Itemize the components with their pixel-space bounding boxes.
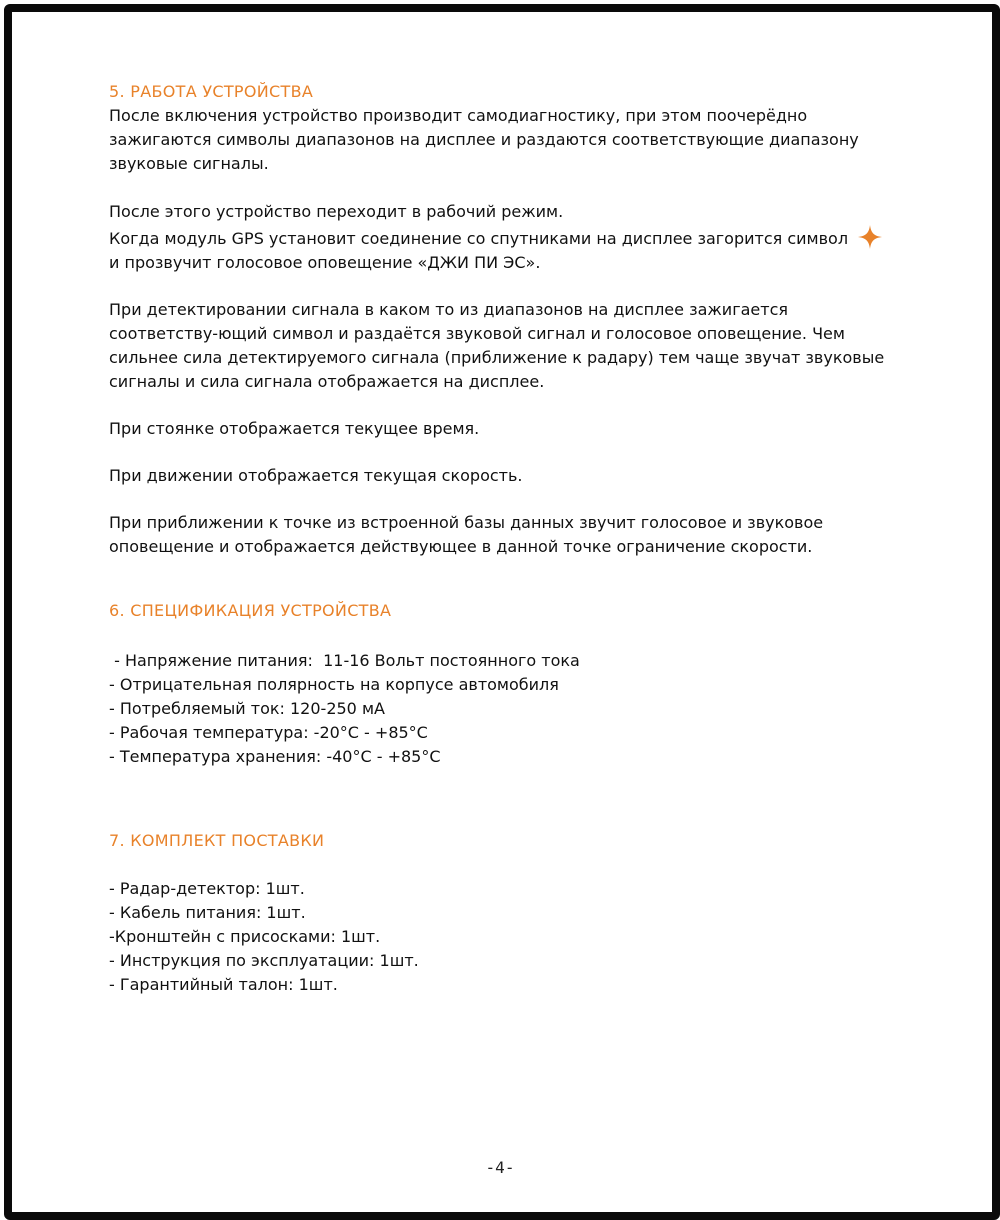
section-7-heading: 7. КОМПЛЕКТ ПОСТАВКИ: [109, 831, 325, 850]
spec-item-voltage: - Напряжение питания: 11-16 Вольт постоянного тока: [109, 651, 580, 670]
section-6-heading: 6. СПЕЦИФИКАЦИЯ УСТРОЙСТВА: [109, 601, 392, 620]
section-5-paragraph-detection: При детектировании сигнала в каком то из диапазонов на дисплее зажигается соответству-ющий символ и раздаётся звуковой сигнал и голосовое оповещение. Чем сильнее сила детектируемого сигнала (приближение к радару) тем чаще звучат звуковые сигналы и сила сигнала отображается на дисплее.: [109, 300, 885, 391]
section-5-paragraph-1: После включения устройство производит самодиагностику, при этом поочерёдно зажигаются символы диапазонов на дисплее и раздаются соответствующие диапазону звуковые сигналы.: [109, 106, 859, 173]
section-5-heading: 5. РАБОТА УСТРОЙСТВА: [109, 82, 314, 101]
section-5-paragraph-2: После этого устройство переходит в рабочий режим.: [109, 202, 564, 221]
spec-item-polarity: - Отрицательная полярность на корпусе автомобиля: [109, 675, 559, 694]
section-5-paragraph-parking: При стоянке отображается текущее время.: [109, 419, 480, 438]
spec-item-operating-temp: - Рабочая температура: -20°С - +85°С: [109, 723, 428, 742]
package-item-manual: - Инструкция по эксплуатации: 1шт.: [109, 951, 419, 970]
page-number: -4-: [485, 1158, 515, 1177]
spec-item-storage-temp: - Температура хранения: -40°С - +85°С: [109, 747, 441, 766]
spec-list: [109, 649, 899, 769]
package-item-bracket: -Кронштейн с присосками: 1шт.: [109, 927, 381, 946]
package-item-detector: - Радар-детектор: 1шт.: [109, 879, 305, 898]
section-5-gps-announcement: и прозвучит голосовое оповещение «ДЖИ ПИ ЭС».: [109, 253, 541, 272]
package-item-warranty: - Гарантийный талон: 1шт.: [109, 975, 338, 994]
section-5-gps-text: Когда модуль GPS установит соединение со спутниками на дисплее загорится символ: [109, 229, 849, 248]
document-body: [109, 80, 899, 997]
four-point-star-icon: [857, 224, 883, 250]
section-5-gps-line: [109, 224, 899, 251]
package-list: [109, 877, 899, 997]
spec-item-current: - Потребляемый ток: 120-250 мА: [109, 699, 385, 718]
package-item-power-cable: - Кабель питания: 1шт.: [109, 903, 306, 922]
section-5-paragraph-database: При приближении к точке из встроенной базы данных звучит голосовое и звуковое оповещение и отображается действующее в данной точке ограничение скорости.: [109, 513, 824, 556]
section-5-paragraph-driving: При движении отображается текущая скорость.: [109, 466, 523, 485]
